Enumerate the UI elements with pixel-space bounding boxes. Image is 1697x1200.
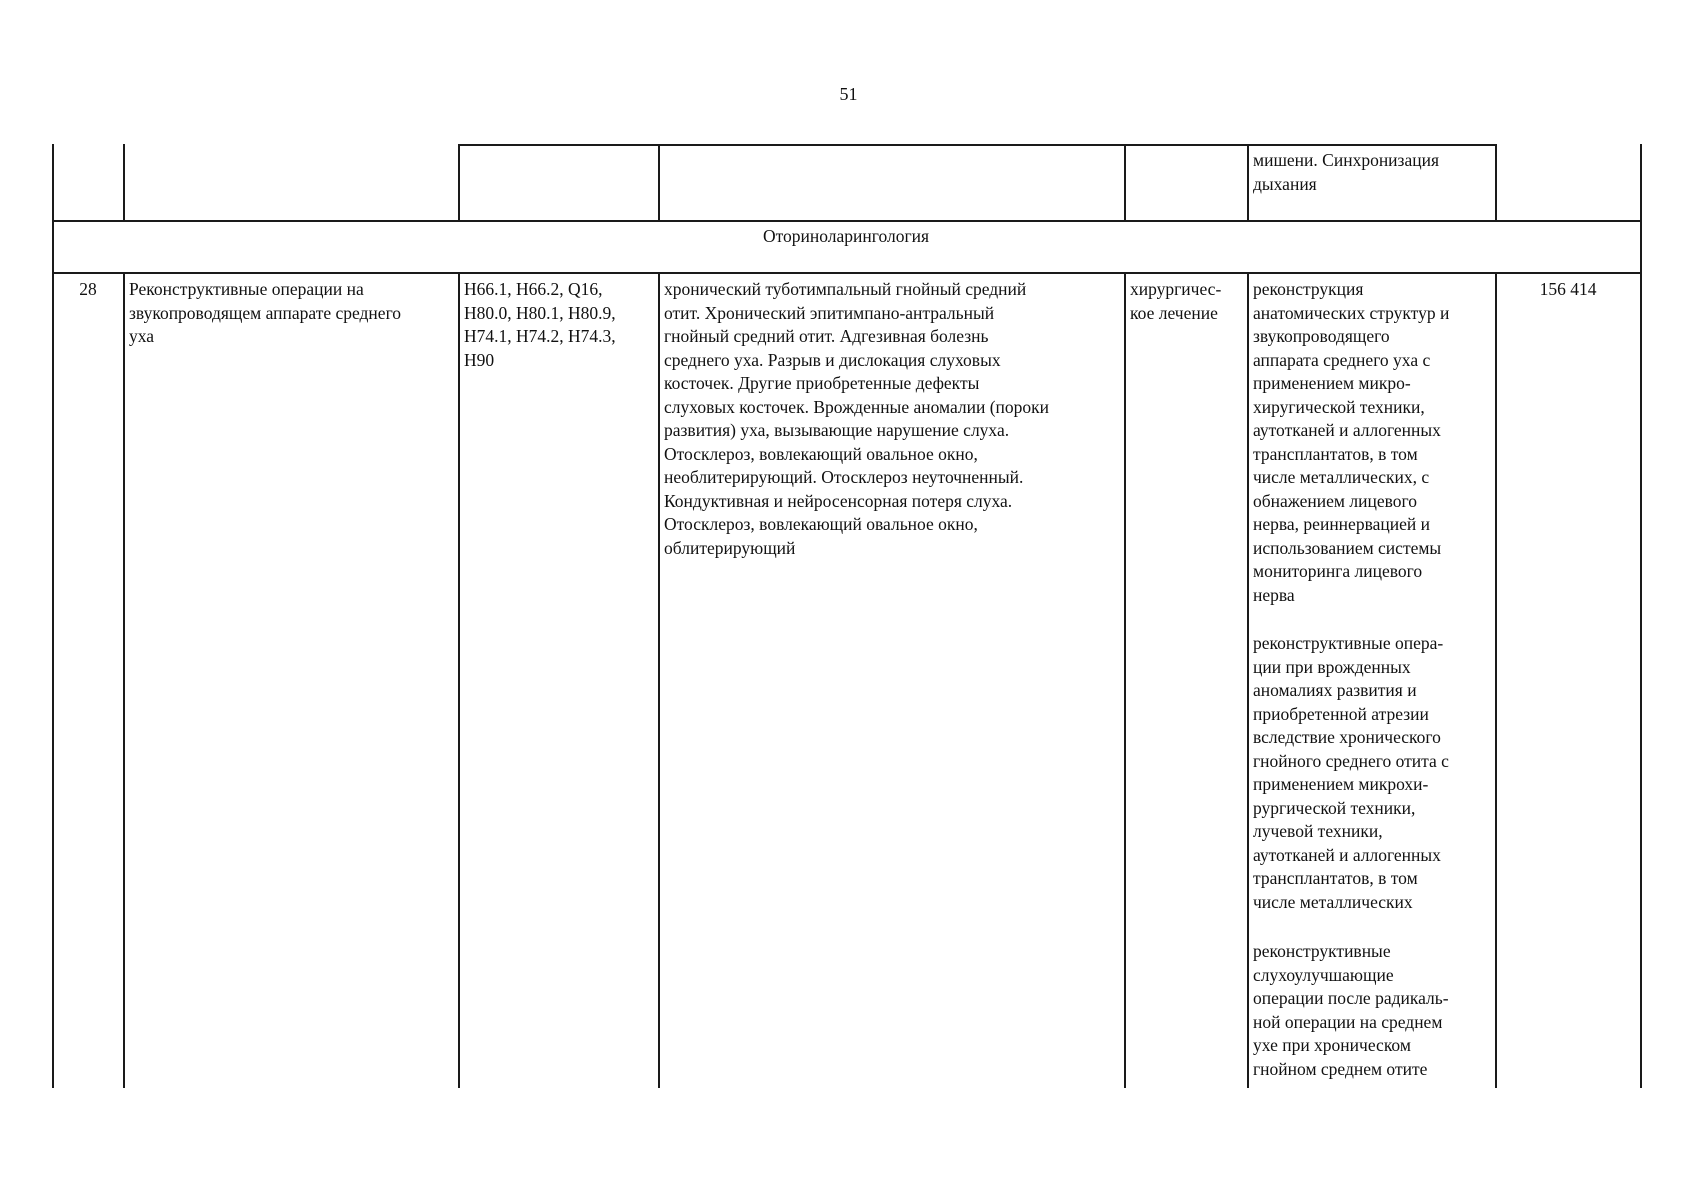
col-border-3 (658, 144, 660, 220)
row-diagnosis-line: хронический туботимпальный гнойный средний (664, 279, 1027, 299)
row-border-7 (1640, 272, 1642, 1088)
row-method-line: рургической техники, (1253, 797, 1416, 818)
row-method-line: нерва (1253, 584, 1295, 605)
row-method-line: лучевой техники, (1253, 821, 1383, 841)
row-method-line: реконструктивные опера- (1253, 633, 1444, 653)
col-border-7 (1640, 144, 1642, 220)
row-method-line: аномалиях развития и (1253, 680, 1417, 700)
row-border-0 (52, 272, 54, 1088)
row-method-line: применением микро- (1253, 373, 1411, 393)
row-cost-cell (1497, 278, 1639, 302)
col-border-4 (1124, 144, 1126, 220)
continuation-method-line: мишени. Синхронизация (1253, 150, 1440, 170)
continuation-method-line: дыхания (1253, 173, 1317, 194)
row-method-line: обнажением лицевого (1253, 490, 1417, 511)
row-diagnosis-line: Кондуктивная и нейросенсорная потеря слуха. (664, 490, 1013, 511)
row-method-line: ухе при хроническом (1253, 1035, 1411, 1055)
row-method-line: реконструктивные (1253, 941, 1391, 961)
row-method-line: приобретенной атрезии (1253, 703, 1429, 724)
row-method-line: звукопроводящего (1253, 326, 1390, 346)
row-method-3 (1253, 940, 1449, 1081)
row-name-line: звукопроводящем аппарате среднего (129, 302, 402, 323)
row-codes-line: H80.0, H80.1, H80.9, (464, 302, 616, 323)
row-number: 28 (79, 279, 97, 299)
row-method-1 (1253, 278, 1449, 607)
row-method-line: числе металлических (1253, 891, 1413, 912)
row-method-line: операции после радикаль- (1253, 988, 1449, 1008)
row-method-line: мониторинга лицевого (1253, 561, 1423, 581)
row-name-cell (129, 278, 401, 349)
row-method-line: аппарата среднего уха с (1253, 349, 1431, 370)
row-number-cell (53, 278, 123, 302)
continuation-method-cell (1253, 149, 1439, 196)
row-diagnosis-line: косточек. Другие приобретенные дефекты (664, 373, 980, 393)
row-method-line: хиругической техники, (1253, 396, 1425, 417)
row-treatment-cell (1130, 278, 1221, 325)
row-diagnosis-line: слуховых косточек. Врожденные аномалии (пороки (664, 396, 1050, 417)
col-border-2 (458, 144, 460, 220)
row-diagnosis-line: развития) уха, вызывающие нарушение слуха. (664, 420, 1010, 440)
row-border-1 (123, 272, 125, 1088)
row-method-2 (1253, 632, 1449, 914)
row-method-line: использованием системы (1253, 537, 1442, 558)
page-number: 51 (839, 84, 858, 104)
row-treatment-line: хирургичес- (1130, 279, 1222, 299)
row-method-line: слухоулучшающие (1253, 964, 1394, 985)
top-border-partial (458, 144, 1496, 146)
row-border-3 (658, 272, 660, 1088)
col-border-6 (1495, 144, 1497, 220)
row-border-4 (1124, 272, 1126, 1088)
row-cost: 156 414 (1539, 279, 1597, 299)
row-diagnosis-line: Отосклероз, вовлекающий овальное окно, (664, 514, 978, 534)
row-diagnosis-cell (664, 278, 1049, 560)
row-border-5 (1247, 272, 1249, 1088)
section-bottom-border (52, 272, 1641, 274)
row-method-line: анатомических структур и (1253, 302, 1450, 323)
col-border-5 (1247, 144, 1249, 220)
row-method-line: числе металлических, с (1253, 467, 1430, 487)
section-title: Оториноларингология (762, 226, 930, 246)
row-diagnosis-line: отит. Хронический эпитимпано-антральный (664, 302, 995, 323)
row-method-line: аутотканей и аллогенных (1253, 844, 1441, 865)
row-codes-cell (464, 278, 616, 372)
row-method-line: трансплантатов, в том (1253, 868, 1418, 888)
row-diagnosis-line: гнойный средний отит. Адгезивная болезнь (664, 326, 989, 346)
row-codes-line: H66.1, H66.2, Q16, (464, 279, 603, 299)
section-right-border (1640, 220, 1642, 273)
row-diagnosis-line: среднего уха. Разрыв и дислокация слуховых (664, 349, 1001, 370)
row-diagnosis-line: Отосклероз, вовлекающий овальное окно, (664, 443, 978, 464)
row-method-line: ной операции на среднем (1253, 1011, 1443, 1032)
row-method-line: вследствие хронического (1253, 727, 1441, 747)
row-method-line: применением микрохи- (1253, 774, 1429, 794)
row-method-line: нерва, реиннервацией и (1253, 514, 1430, 534)
row-treatment-line: кое лечение (1130, 302, 1218, 323)
row-method-line: гнойном среднем отите (1253, 1058, 1428, 1079)
col-border-1 (123, 144, 125, 220)
row-codes-line: H90 (464, 349, 495, 370)
row-method-line: трансплантатов, в том (1253, 443, 1418, 464)
row-diagnosis-line: облитерирующий (664, 537, 796, 558)
row-codes-line: H74.1, H74.2, H74.3, (464, 326, 616, 346)
row-name-line: Реконструктивные операции на (129, 279, 364, 299)
row-method-line: ции при врожденных (1253, 656, 1411, 677)
row-method-line: аутотканей и аллогенных (1253, 420, 1441, 440)
row-method-line: гнойного среднего отита с (1253, 750, 1449, 771)
col-border-0 (52, 144, 54, 220)
row-method-line: реконструкция (1253, 279, 1364, 299)
section-top-border (52, 220, 1641, 222)
row-border-2 (458, 272, 460, 1088)
row-name-line: уха (129, 326, 155, 346)
row-border-6 (1495, 272, 1497, 1088)
row-diagnosis-line: необлитерирующий. Отосклероз неуточненный. (664, 467, 1024, 487)
